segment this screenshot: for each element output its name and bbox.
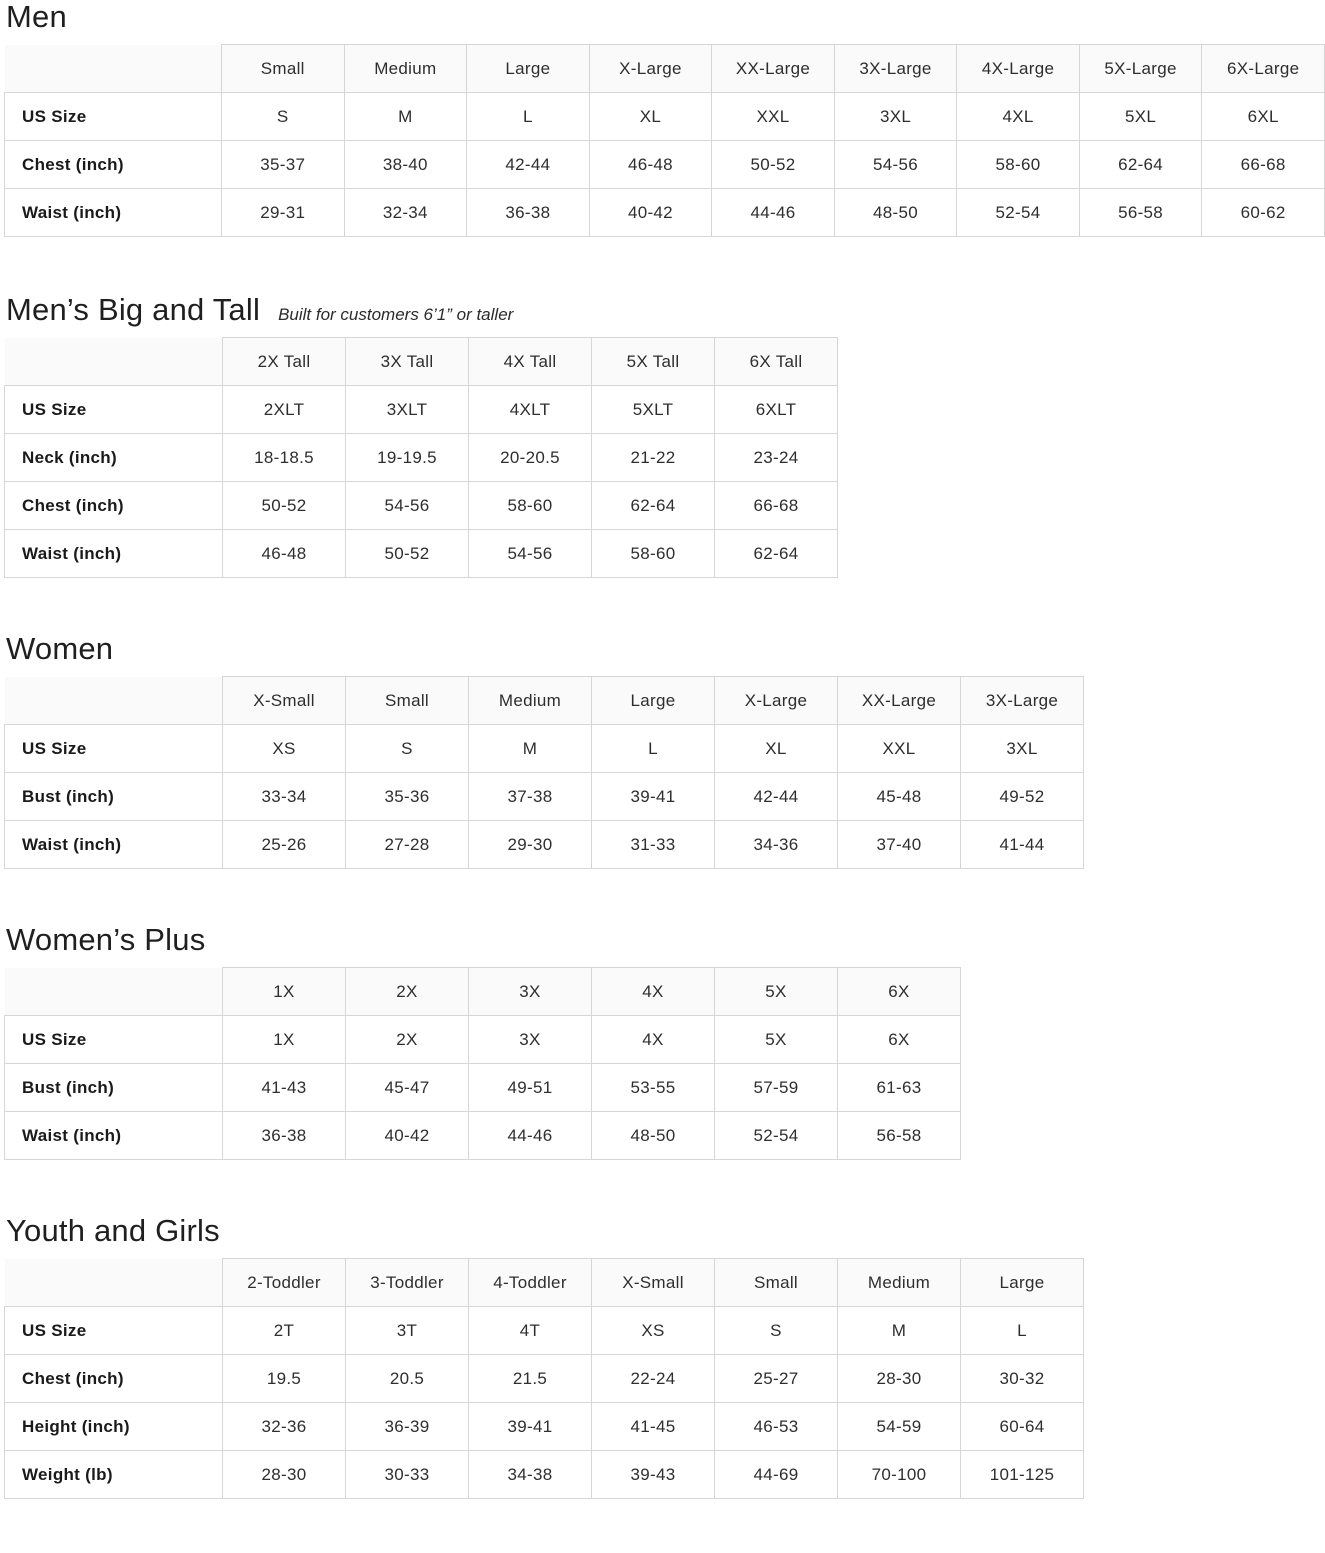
column-header: Medium <box>469 677 592 725</box>
table-cell: 48-50 <box>592 1112 715 1160</box>
section-spacer <box>0 1160 1325 1214</box>
column-header: 5X-Large <box>1079 45 1202 93</box>
row-header: Bust (inch) <box>5 773 223 821</box>
table-corner-cell <box>5 968 223 1016</box>
column-header: 6X-Large <box>1202 45 1325 93</box>
column-header: Medium <box>838 1259 961 1307</box>
column-header: Small <box>221 45 344 93</box>
table-cell: 29-30 <box>469 821 592 869</box>
row-header: Waist (inch) <box>5 189 222 237</box>
section-spacer <box>0 237 1325 293</box>
column-header: Large <box>467 45 590 93</box>
column-header: 3X-Large <box>834 45 957 93</box>
section-spacer <box>0 869 1325 923</box>
column-header: 5X Tall <box>592 338 715 386</box>
table-cell: 70-100 <box>838 1451 961 1499</box>
section-title: Women <box>6 631 114 667</box>
table-cell: 49-51 <box>469 1064 592 1112</box>
table-cell: 36-38 <box>223 1112 346 1160</box>
column-header: Large <box>961 1259 1084 1307</box>
table-cell: L <box>592 725 715 773</box>
table-cell: 23-24 <box>715 434 838 482</box>
table-cell: 2XLT <box>223 386 346 434</box>
table-cell: 58-60 <box>469 482 592 530</box>
table-cell: M <box>838 1307 961 1355</box>
table-cell: 2T <box>223 1307 346 1355</box>
table-cell: 38-40 <box>344 141 467 189</box>
size-table <box>4 337 838 578</box>
table-cell: 21.5 <box>469 1355 592 1403</box>
table-cell: 40-42 <box>589 189 712 237</box>
column-header: Medium <box>344 45 467 93</box>
table-cell: 57-59 <box>715 1064 838 1112</box>
table-cell: L <box>961 1307 1084 1355</box>
row-header: Chest (inch) <box>5 141 222 189</box>
table-corner-cell <box>5 338 223 386</box>
table-cell: 101-125 <box>961 1451 1084 1499</box>
table-cell: 54-59 <box>838 1403 961 1451</box>
column-header: 2-Toddler <box>223 1259 346 1307</box>
column-header: 3X Tall <box>346 338 469 386</box>
table-cell: 34-36 <box>715 821 838 869</box>
table-cell: 45-47 <box>346 1064 469 1112</box>
table-row <box>5 725 1084 773</box>
table-row <box>5 386 838 434</box>
table-row <box>5 1451 1084 1499</box>
table-cell: 19.5 <box>223 1355 346 1403</box>
table-cell: 20-20.5 <box>469 434 592 482</box>
table-cell: 66-68 <box>715 482 838 530</box>
row-header: US Size <box>5 386 223 434</box>
table-cell: 66-68 <box>1202 141 1325 189</box>
section-title: Men’s Big and Tall <box>6 292 261 328</box>
table-cell: 52-54 <box>957 189 1080 237</box>
table-cell: 2X <box>346 1016 469 1064</box>
table-cell: 46-53 <box>715 1403 838 1451</box>
table-cell: 54-56 <box>469 530 592 578</box>
table-cell: 33-34 <box>223 773 346 821</box>
row-header: US Size <box>5 1016 223 1064</box>
table-cell: 27-28 <box>346 821 469 869</box>
table-cell: 36-39 <box>346 1403 469 1451</box>
column-header: 2X <box>346 968 469 1016</box>
table-cell: 60-64 <box>961 1403 1084 1451</box>
table-cell: 35-37 <box>221 141 344 189</box>
table-row <box>5 93 1325 141</box>
table-cell: 6XL <box>1202 93 1325 141</box>
section-title: Women’s Plus <box>6 922 206 958</box>
table-cell: 41-43 <box>223 1064 346 1112</box>
table-header-row <box>5 338 838 386</box>
size-section-youth-and-girls <box>0 1214 1325 1553</box>
size-table <box>4 967 961 1160</box>
table-row <box>5 1112 961 1160</box>
column-header: 3X-Large <box>961 677 1084 725</box>
section-title: Youth and Girls <box>6 1213 220 1249</box>
table-cell: 46-48 <box>223 530 346 578</box>
row-header: Bust (inch) <box>5 1064 223 1112</box>
table-row <box>5 821 1084 869</box>
table-cell: 35-36 <box>346 773 469 821</box>
section-header <box>0 632 1325 676</box>
table-cell: 36-38 <box>467 189 590 237</box>
table-cell: 50-52 <box>346 530 469 578</box>
column-header: 4X <box>592 968 715 1016</box>
table-cell: 3XL <box>834 93 957 141</box>
table-row <box>5 482 838 530</box>
table-row <box>5 1355 1084 1403</box>
table-cell: 18-18.5 <box>223 434 346 482</box>
table-cell: 30-32 <box>961 1355 1084 1403</box>
table-cell: S <box>221 93 344 141</box>
table-cell: S <box>715 1307 838 1355</box>
table-cell: 62-64 <box>1079 141 1202 189</box>
column-header: Small <box>346 677 469 725</box>
table-cell: 34-38 <box>469 1451 592 1499</box>
table-row <box>5 141 1325 189</box>
row-header: Height (inch) <box>5 1403 223 1451</box>
table-header-row <box>5 677 1084 725</box>
row-header: US Size <box>5 725 223 773</box>
table-corner-cell <box>5 677 223 725</box>
table-cell: 28-30 <box>838 1355 961 1403</box>
column-header: Small <box>715 1259 838 1307</box>
size-section-men <box>0 0 1325 293</box>
section-header <box>0 923 1325 967</box>
column-header: 4X Tall <box>469 338 592 386</box>
table-row <box>5 530 838 578</box>
table-cell: 42-44 <box>467 141 590 189</box>
column-header: 1X <box>223 968 346 1016</box>
table-cell: 62-64 <box>592 482 715 530</box>
table-cell: XS <box>223 725 346 773</box>
table-cell: L <box>467 93 590 141</box>
table-cell: 56-58 <box>838 1112 961 1160</box>
table-cell: 60-62 <box>1202 189 1325 237</box>
table-cell: 48-50 <box>834 189 957 237</box>
size-section-mens-big-and-tall <box>0 293 1325 632</box>
column-header: 3X <box>469 968 592 1016</box>
column-header: 6X Tall <box>715 338 838 386</box>
row-header: US Size <box>5 93 222 141</box>
size-table <box>4 1258 1084 1499</box>
section-note: Built for customers 6’1” or taller <box>278 305 514 325</box>
table-cell: 46-48 <box>589 141 712 189</box>
table-cell: 39-41 <box>592 773 715 821</box>
row-header: Waist (inch) <box>5 530 223 578</box>
table-cell: 20.5 <box>346 1355 469 1403</box>
table-cell: 54-56 <box>346 482 469 530</box>
table-cell: 39-43 <box>592 1451 715 1499</box>
table-cell: 3XLT <box>346 386 469 434</box>
table-cell: 6XLT <box>715 386 838 434</box>
table-cell: 3XL <box>961 725 1084 773</box>
table-cell: 3T <box>346 1307 469 1355</box>
table-cell: 39-41 <box>469 1403 592 1451</box>
table-cell: XS <box>592 1307 715 1355</box>
table-corner-cell <box>5 1259 223 1307</box>
table-cell: 19-19.5 <box>346 434 469 482</box>
table-cell: 25-27 <box>715 1355 838 1403</box>
table-cell: 3X <box>469 1016 592 1064</box>
table-row <box>5 773 1084 821</box>
row-header: Waist (inch) <box>5 1112 223 1160</box>
row-header: Chest (inch) <box>5 1355 223 1403</box>
table-cell: 58-60 <box>957 141 1080 189</box>
column-header: 2X Tall <box>223 338 346 386</box>
column-header: XX-Large <box>712 45 835 93</box>
table-cell: 49-52 <box>961 773 1084 821</box>
table-row <box>5 1064 961 1112</box>
size-section-womens-plus <box>0 923 1325 1214</box>
table-cell: 37-40 <box>838 821 961 869</box>
table-cell: 5X <box>715 1016 838 1064</box>
table-cell: 30-33 <box>346 1451 469 1499</box>
section-spacer <box>0 578 1325 632</box>
table-cell: 25-26 <box>223 821 346 869</box>
table-cell: 53-55 <box>592 1064 715 1112</box>
column-header: X-Large <box>589 45 712 93</box>
table-cell: M <box>469 725 592 773</box>
column-header: 6X <box>838 968 961 1016</box>
table-cell: 31-33 <box>592 821 715 869</box>
column-header: 4X-Large <box>957 45 1080 93</box>
table-cell: 61-63 <box>838 1064 961 1112</box>
table-cell: 32-34 <box>344 189 467 237</box>
column-header: 3-Toddler <box>346 1259 469 1307</box>
row-header: Waist (inch) <box>5 821 223 869</box>
table-cell: 29-31 <box>221 189 344 237</box>
table-cell: 1X <box>223 1016 346 1064</box>
column-header: X-Large <box>715 677 838 725</box>
table-cell: 44-46 <box>712 189 835 237</box>
table-row <box>5 1403 1084 1451</box>
table-cell: 5XLT <box>592 386 715 434</box>
table-cell: 21-22 <box>592 434 715 482</box>
table-row <box>5 1307 1084 1355</box>
table-row <box>5 1016 961 1064</box>
column-header: X-Small <box>223 677 346 725</box>
table-cell: 4X <box>592 1016 715 1064</box>
row-header: Weight (lb) <box>5 1451 223 1499</box>
table-cell: 50-52 <box>712 141 835 189</box>
table-cell: 52-54 <box>715 1112 838 1160</box>
row-header: Neck (inch) <box>5 434 223 482</box>
table-cell: 44-69 <box>715 1451 838 1499</box>
section-header <box>0 293 1325 337</box>
table-cell: 58-60 <box>592 530 715 578</box>
table-cell: 4T <box>469 1307 592 1355</box>
size-table <box>4 44 1325 237</box>
section-header <box>0 0 1325 44</box>
table-cell: S <box>346 725 469 773</box>
table-header-row <box>5 1259 1084 1307</box>
table-cell: 22-24 <box>592 1355 715 1403</box>
table-cell: 62-64 <box>715 530 838 578</box>
table-cell: M <box>344 93 467 141</box>
size-section-women <box>0 632 1325 923</box>
table-corner-cell <box>5 45 222 93</box>
table-row <box>5 189 1325 237</box>
table-cell: 40-42 <box>346 1112 469 1160</box>
table-cell: 4XL <box>957 93 1080 141</box>
section-spacer <box>0 1499 1325 1553</box>
table-cell: XL <box>589 93 712 141</box>
table-cell: XXL <box>838 725 961 773</box>
table-cell: 4XLT <box>469 386 592 434</box>
table-cell: 41-44 <box>961 821 1084 869</box>
table-cell: 45-48 <box>838 773 961 821</box>
row-header: US Size <box>5 1307 223 1355</box>
table-cell: XXL <box>712 93 835 141</box>
section-title: Men <box>6 0 67 34</box>
column-header: XX-Large <box>838 677 961 725</box>
section-header <box>0 1214 1325 1258</box>
table-header-row <box>5 45 1325 93</box>
table-cell: 54-56 <box>834 141 957 189</box>
table-cell: 37-38 <box>469 773 592 821</box>
table-cell: 42-44 <box>715 773 838 821</box>
table-cell: XL <box>715 725 838 773</box>
table-cell: 5XL <box>1079 93 1202 141</box>
size-table <box>4 676 1084 869</box>
table-cell: 50-52 <box>223 482 346 530</box>
table-cell: 6X <box>838 1016 961 1064</box>
column-header: Large <box>592 677 715 725</box>
table-cell: 44-46 <box>469 1112 592 1160</box>
column-header: 4-Toddler <box>469 1259 592 1307</box>
column-header: X-Small <box>592 1259 715 1307</box>
column-header: 5X <box>715 968 838 1016</box>
row-header: Chest (inch) <box>5 482 223 530</box>
table-cell: 41-45 <box>592 1403 715 1451</box>
table-header-row <box>5 968 961 1016</box>
table-row <box>5 434 838 482</box>
table-cell: 56-58 <box>1079 189 1202 237</box>
table-cell: 32-36 <box>223 1403 346 1451</box>
table-cell: 28-30 <box>223 1451 346 1499</box>
